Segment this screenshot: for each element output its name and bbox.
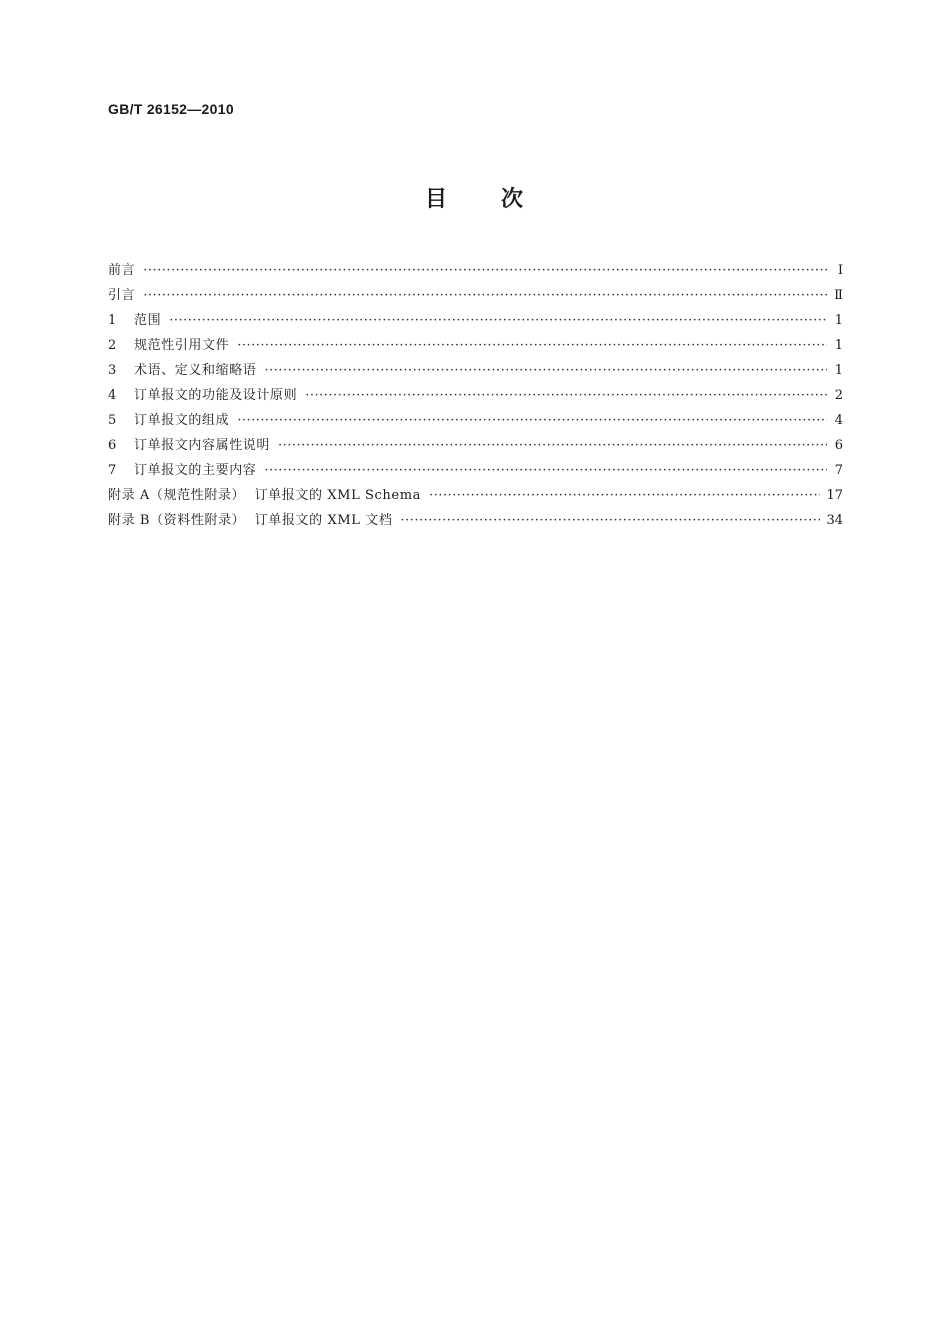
toc-entry-page: 34 bbox=[826, 513, 843, 528]
toc-entry-page: 6 bbox=[834, 438, 843, 453]
toc-leader-dots bbox=[305, 383, 827, 408]
page-title-part-1: 目 bbox=[424, 187, 449, 212]
toc-entry-page: Ⅱ bbox=[834, 288, 843, 303]
page-title bbox=[0, 182, 950, 213]
toc-leader-dots bbox=[237, 333, 827, 358]
toc-entry-introduction[interactable] bbox=[108, 283, 843, 308]
toc-entry-page: 1 bbox=[834, 338, 843, 353]
toc-entry-section-6[interactable] bbox=[108, 433, 843, 458]
toc-entry-appendix-a[interactable] bbox=[108, 483, 843, 508]
toc-entry-section-3[interactable] bbox=[108, 358, 843, 383]
toc-entry-section-4[interactable] bbox=[108, 383, 843, 408]
toc-entry-label: 订单报文的功能及设计原则 bbox=[134, 388, 298, 403]
toc-entry-label: 订单报文的组成 bbox=[134, 413, 230, 428]
toc-leader-dots bbox=[169, 308, 827, 333]
toc-entry-section-1[interactable] bbox=[108, 308, 843, 333]
toc-leader-dots bbox=[278, 433, 827, 458]
toc-entry-number: 3 bbox=[108, 363, 117, 378]
toc-leader-dots bbox=[264, 458, 827, 483]
toc-entry-page: 2 bbox=[834, 388, 843, 403]
toc-entry-label: 规范性引用文件 bbox=[134, 338, 230, 353]
standard-code: GB/T 26152—2010 bbox=[108, 101, 234, 117]
toc-entry-page: 7 bbox=[834, 463, 843, 478]
toc-leader-dots bbox=[237, 408, 827, 433]
toc-entry-page: 1 bbox=[834, 313, 843, 328]
toc-entry-label: 附录 A（规范性附录） 订单报文的 XML Schema bbox=[108, 488, 421, 503]
toc-entry-page: 1 bbox=[834, 363, 843, 378]
toc-leader-dots bbox=[429, 483, 820, 508]
toc-entry-page: Ⅰ bbox=[837, 263, 843, 278]
toc-entry-number: 2 bbox=[108, 338, 117, 353]
toc-entry-page: 4 bbox=[834, 413, 843, 428]
toc-entry-page: 17 bbox=[826, 488, 843, 503]
toc-entry-label: 引言 bbox=[108, 288, 136, 303]
toc-entry-section-7[interactable] bbox=[108, 458, 843, 483]
toc-entry-number: 7 bbox=[108, 463, 117, 478]
toc-leader-dots bbox=[264, 358, 827, 383]
toc-entry-number: 1 bbox=[108, 313, 117, 328]
toc-entry-label: 附录 B（资料性附录） 订单报文的 XML 文档 bbox=[108, 513, 393, 528]
table-of-contents bbox=[108, 258, 843, 533]
toc-entry-appendix-b[interactable] bbox=[108, 508, 843, 533]
toc-entry-label: 范围 bbox=[134, 313, 162, 328]
toc-entry-label: 订单报文的主要内容 bbox=[134, 463, 257, 478]
toc-entry-label: 订单报文内容属性说明 bbox=[134, 438, 271, 453]
toc-entry-number: 6 bbox=[108, 438, 117, 453]
toc-entry-section-5[interactable] bbox=[108, 408, 843, 433]
toc-leader-dots bbox=[143, 258, 827, 283]
toc-entry-label: 术语、定义和缩略语 bbox=[134, 363, 257, 378]
toc-entry-number: 4 bbox=[108, 388, 117, 403]
page-title-part-2: 次 bbox=[501, 187, 526, 212]
toc-entry-label: 前言 bbox=[108, 263, 136, 278]
toc-leader-dots bbox=[143, 283, 827, 308]
toc-entry-section-2[interactable] bbox=[108, 333, 843, 358]
toc-leader-dots bbox=[400, 508, 820, 533]
toc-entry-preface[interactable] bbox=[108, 258, 843, 283]
toc-entry-number: 5 bbox=[108, 413, 117, 428]
